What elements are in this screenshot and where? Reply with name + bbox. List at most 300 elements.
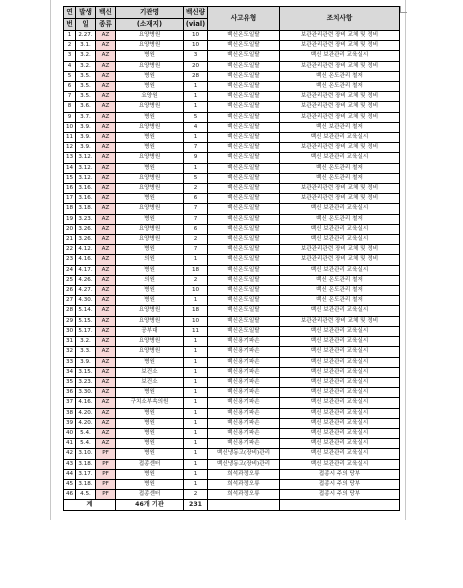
cell-action: 백신 보관관리 교육실시 [280, 51, 400, 61]
cell-no: 20 [64, 224, 76, 234]
cell-facility: 병원 [116, 357, 184, 367]
cell-action: 백신 온도관리 철저 [280, 286, 400, 296]
cell-amount: 1 [184, 337, 208, 347]
table-row [64, 398, 400, 408]
cell-no: 10 [64, 122, 76, 132]
cell-vaccine: AZ [96, 82, 116, 92]
cell-facility: 병원 [116, 82, 184, 92]
cell-facility: 병원 [116, 439, 184, 449]
table-row [64, 316, 400, 326]
cell-action: 백신 온도관리 철저 [280, 275, 400, 285]
cell-amount: 7 [184, 214, 208, 224]
cell-amount: 7 [184, 245, 208, 255]
cell-accident-type: 백신용기파손 [208, 408, 280, 418]
page-edge-right [405, 0, 406, 520]
cell-action: 보관관리관련 장비 교체 및 정비 [280, 184, 400, 194]
table-row [64, 275, 400, 285]
cell-no: 9 [64, 112, 76, 122]
cell-accident-type: 백신용기파손 [208, 367, 280, 377]
cell-vaccine: AZ [96, 286, 116, 296]
cell-accident-type: 희석과정오류 [208, 490, 280, 500]
cell-facility: 병원 [116, 265, 184, 275]
cell-action: 보관관리관련 장비 교체 및 정비 [280, 245, 400, 255]
cell-accident-type: 백신온도일탈 [208, 92, 280, 102]
cell-facility: 요양병원 [116, 235, 184, 245]
cell-no: 45 [64, 479, 76, 489]
cell-action: 백신 온도관리 철저 [280, 71, 400, 81]
cell-facility: 요양병원 [116, 184, 184, 194]
cell-no: 42 [64, 449, 76, 459]
cell-action: 백신 보관관리 교육실시 [280, 367, 400, 377]
header-vaccine-top: 백신 [99, 8, 112, 16]
cell-vaccine: AZ [96, 337, 116, 347]
header-facility [116, 7, 184, 19]
cell-no: 25 [64, 275, 76, 285]
total-empty-action [280, 500, 400, 511]
cell-action: 백신 보관관리 교육실시 [280, 388, 400, 398]
cell-accident-type: 백신온도일탈 [208, 143, 280, 153]
cell-vaccine: AZ [96, 133, 116, 143]
cell-vaccine: AZ [96, 173, 116, 183]
cell-date: 3.6. [76, 102, 96, 112]
cell-date: 4.20. [76, 418, 96, 428]
total-row [64, 500, 400, 511]
cell-no: 11 [64, 133, 76, 143]
cell-date: 3.18. [76, 479, 96, 489]
cell-vaccine: AZ [96, 398, 116, 408]
cell-facility: 요양병원 [116, 224, 184, 234]
cell-date: 4.30. [76, 296, 96, 306]
header-facility-top: 기관명 [139, 8, 160, 16]
table-row [64, 337, 400, 347]
cell-amount: 1 [184, 255, 208, 265]
cell-date: 4.16. [76, 398, 96, 408]
cell-accident-type: 백신냉동고(장비)관리 [208, 449, 280, 459]
cell-no: 31 [64, 337, 76, 347]
cell-date: 3.2. [76, 337, 96, 347]
table-row [64, 479, 400, 489]
cell-vaccine: AZ [96, 275, 116, 285]
cell-date: 3.9. [76, 133, 96, 143]
cell-accident-type: 백신온도일탈 [208, 51, 280, 61]
cell-facility: 요양병원 [116, 337, 184, 347]
cell-action: 보관관리관련 장비 교체 및 정비 [280, 194, 400, 204]
cell-no: 13 [64, 153, 76, 163]
cell-action: 백신 보관관리 교육실시 [280, 133, 400, 143]
cell-amount: 1 [184, 428, 208, 438]
cell-date: 4.26. [76, 275, 96, 285]
cell-action: 백신 온도관리 철저 [280, 173, 400, 183]
cell-action: 접종시 주의 당부 [280, 469, 400, 479]
cell-amount: 6 [184, 194, 208, 204]
cell-vaccine: PF [96, 479, 116, 489]
cell-vaccine: AZ [96, 153, 116, 163]
table-row [64, 143, 400, 153]
cell-no: 18 [64, 204, 76, 214]
cell-no: 41 [64, 439, 76, 449]
cell-date: 3.9. [76, 122, 96, 132]
cell-date: 3.30. [76, 388, 96, 398]
table-row [64, 133, 400, 143]
cell-accident-type: 백신냉동고(장비)관리 [208, 459, 280, 469]
cell-amount: 1 [184, 92, 208, 102]
cell-vaccine: AZ [96, 367, 116, 377]
cell-date: 3.23. [76, 377, 96, 387]
header-vaccine-sub [96, 19, 116, 31]
table-row [64, 173, 400, 183]
cell-no: 28 [64, 306, 76, 316]
cell-action: 백신 보관관리 교육실시 [280, 398, 400, 408]
cell-vaccine: AZ [96, 439, 116, 449]
cell-amount: 2 [184, 235, 208, 245]
cell-no: 1 [64, 31, 76, 41]
cell-facility: 요양병원 [116, 173, 184, 183]
cell-action: 백신 보관관리 교육실시 [280, 449, 400, 459]
total-amount: 231 [184, 500, 208, 511]
cell-date: 3.23. [76, 214, 96, 224]
cell-no: 19 [64, 214, 76, 224]
header-accident-type: 사고유형 [208, 7, 280, 31]
cell-date: 4.20. [76, 408, 96, 418]
table-row [64, 235, 400, 245]
cell-vaccine: AZ [96, 31, 116, 41]
cell-action: 백신 보관관리 철저 [280, 122, 400, 132]
cell-vaccine: AZ [96, 388, 116, 398]
cell-date: 3.10. [76, 449, 96, 459]
cell-accident-type: 백신온도일탈 [208, 153, 280, 163]
cell-accident-type: 백신온도일탈 [208, 214, 280, 224]
cell-no: 35 [64, 377, 76, 387]
cell-amount: 1 [184, 479, 208, 489]
cell-accident-type: 백신온도일탈 [208, 265, 280, 275]
cell-no: 3 [64, 51, 76, 61]
cell-facility: 구치소부속의원 [116, 398, 184, 408]
table-row [64, 31, 400, 41]
cell-no: 6 [64, 82, 76, 92]
table-row [64, 459, 400, 469]
cell-date: 3.5. [76, 82, 96, 92]
header-action: 조치사항 [280, 7, 400, 31]
table-row [64, 265, 400, 275]
cell-action: 접종시 주의 당부 [280, 479, 400, 489]
cell-facility: 요양병원 [116, 204, 184, 214]
cell-no: 26 [64, 286, 76, 296]
cell-amount: 20 [184, 61, 208, 71]
total-facilities: 46개 기관 [116, 500, 184, 511]
cell-amount: 7 [184, 143, 208, 153]
cell-facility: 병원 [116, 428, 184, 438]
cell-amount: 1 [184, 449, 208, 459]
cell-facility: 요양병원 [116, 122, 184, 132]
cell-vaccine: AZ [96, 408, 116, 418]
cell-action: 백신 보관관리 교육실시 [280, 439, 400, 449]
cell-amount: 7 [184, 204, 208, 214]
cell-date: 3.16. [76, 184, 96, 194]
cell-no: 16 [64, 184, 76, 194]
cell-date: 3.12. [76, 153, 96, 163]
cell-accident-type: 백신온도일탈 [208, 41, 280, 51]
cell-accident-type: 백신용기파손 [208, 428, 280, 438]
cell-amount: 2 [184, 275, 208, 285]
cell-facility: 보건소 [116, 377, 184, 387]
cell-no: 14 [64, 163, 76, 173]
cell-amount: 6 [184, 224, 208, 234]
cell-amount: 2 [184, 490, 208, 500]
cell-amount: 3 [184, 51, 208, 61]
header-amount-top: 백신량 [185, 8, 206, 16]
cell-accident-type: 백신온도일탈 [208, 255, 280, 265]
table-row [64, 428, 400, 438]
table-row [64, 367, 400, 377]
cell-amount: 1 [184, 377, 208, 387]
cell-action: 보관관리관련 장비 교체 및 정비 [280, 143, 400, 153]
table-row [64, 41, 400, 51]
cell-vaccine: AZ [96, 306, 116, 316]
cell-date: 4.17. [76, 265, 96, 275]
cell-facility: 병원 [116, 194, 184, 204]
cell-date: 3.26. [76, 224, 96, 234]
cell-date: 3.5. [76, 71, 96, 81]
cell-facility: 병원 [116, 112, 184, 122]
table-row [64, 449, 400, 459]
cell-date: 3.16. [76, 194, 96, 204]
cell-facility: 요양병원 [116, 61, 184, 71]
cell-amount: 1 [184, 388, 208, 398]
cell-date: 4.27. [76, 286, 96, 296]
cell-vaccine: PF [96, 490, 116, 500]
cell-date: 3.9. [76, 357, 96, 367]
cell-accident-type: 백신온도일탈 [208, 31, 280, 41]
cell-no: 37 [64, 398, 76, 408]
cell-amount: 5 [184, 112, 208, 122]
cell-amount: 10 [184, 41, 208, 51]
cell-action: 백신 보관관리 교육실시 [280, 408, 400, 418]
table-row [64, 153, 400, 163]
cell-no: 30 [64, 326, 76, 336]
cell-action: 백신 보관관리 교육실시 [280, 377, 400, 387]
table-row [64, 194, 400, 204]
cell-vaccine: AZ [96, 41, 116, 51]
cell-action: 보관관리관련 장비 교체 및 정비 [280, 255, 400, 265]
cell-vaccine: AZ [96, 316, 116, 326]
header-vaccine-bottom: 종류 [99, 20, 112, 28]
cell-no: 22 [64, 245, 76, 255]
cell-accident-type: 백신용기파손 [208, 418, 280, 428]
cell-facility: 병원 [116, 408, 184, 418]
table-row [64, 306, 400, 316]
table-row [64, 255, 400, 265]
header-date [76, 7, 96, 19]
cell-vaccine: AZ [96, 377, 116, 387]
cell-vaccine: AZ [96, 265, 116, 275]
table-row [64, 112, 400, 122]
cell-facility: 요양원 [116, 92, 184, 102]
cell-facility: 병원 [116, 296, 184, 306]
cell-date: 5.14. [76, 306, 96, 316]
table-row [64, 71, 400, 81]
table-row [64, 490, 400, 500]
cell-vaccine: AZ [96, 357, 116, 367]
cell-action: 접종시 주의 당부 [280, 490, 400, 500]
table-row [64, 357, 400, 367]
cell-action: 백신 온도관리 철저 [280, 163, 400, 173]
cell-facility: 보건소 [116, 367, 184, 377]
cell-date: 3.12. [76, 173, 96, 183]
cell-no: 8 [64, 102, 76, 112]
cell-facility: 병원 [116, 133, 184, 143]
cell-accident-type: 백신온도일탈 [208, 133, 280, 143]
table-row [64, 388, 400, 398]
cell-vaccine: AZ [96, 112, 116, 122]
cell-no: 34 [64, 367, 76, 377]
table-header [64, 7, 400, 31]
cell-accident-type: 백신용기파손 [208, 398, 280, 408]
cell-vaccine: AZ [96, 71, 116, 81]
cell-accident-type: 백신용기파손 [208, 439, 280, 449]
cell-amount: 1 [184, 347, 208, 357]
table-row [64, 214, 400, 224]
cell-vaccine: AZ [96, 296, 116, 306]
cell-date: 4.12. [76, 245, 96, 255]
cell-facility: 공부대 [116, 326, 184, 336]
cell-accident-type: 백신온도일탈 [208, 163, 280, 173]
cell-action: 보관관리관련 장비 교체 및 정비 [280, 61, 400, 71]
cell-amount: 9 [184, 153, 208, 163]
cell-accident-type: 백신온도일탈 [208, 275, 280, 285]
cell-facility: 요양병원 [116, 31, 184, 41]
cell-date: 3.18. [76, 459, 96, 469]
cell-action: 백신 보관관리 교육실시 [280, 265, 400, 275]
header-date-bottom: 일 [82, 20, 89, 28]
cell-accident-type: 백신용기파손 [208, 347, 280, 357]
cell-date: 3.2. [76, 61, 96, 71]
cell-action: 백신 보관관리 교육실시 [280, 326, 400, 336]
cell-facility: 병원 [116, 286, 184, 296]
table-row [64, 204, 400, 214]
cell-amount: 28 [184, 71, 208, 81]
cell-no: 23 [64, 255, 76, 265]
cell-vaccine: AZ [96, 51, 116, 61]
cell-vaccine: AZ [96, 428, 116, 438]
cell-vaccine: PF [96, 449, 116, 459]
cell-no: 12 [64, 143, 76, 153]
table-row [64, 377, 400, 387]
table-row [64, 61, 400, 71]
cell-facility: 요양병원 [116, 316, 184, 326]
cell-date: 3.7. [76, 112, 96, 122]
cell-accident-type: 백신온도일탈 [208, 245, 280, 255]
cell-action: 백신 보관관리 교육실시 [280, 337, 400, 347]
cell-action: 백신 보관관리 교육실시 [280, 418, 400, 428]
cell-action: 백신 보관관리 교육실시 [280, 224, 400, 234]
cell-no: 40 [64, 428, 76, 438]
cell-date: 5.4. [76, 439, 96, 449]
cell-action: 백신 보관관리 교육실시 [280, 428, 400, 438]
cell-no: 32 [64, 347, 76, 357]
cell-no: 39 [64, 418, 76, 428]
cell-no: 46 [64, 490, 76, 500]
table-row [64, 469, 400, 479]
cell-facility: 접종센터 [116, 490, 184, 500]
cell-accident-type: 백신용기파손 [208, 377, 280, 387]
cell-amount: 1 [184, 357, 208, 367]
cell-vaccine: AZ [96, 255, 116, 265]
table-row [64, 326, 400, 336]
cell-no: 7 [64, 92, 76, 102]
cell-vaccine: AZ [96, 122, 116, 132]
table-body [64, 31, 400, 500]
cell-facility: 병원 [116, 449, 184, 459]
cell-action: 백신 보관관리 교육실시 [280, 347, 400, 357]
cell-date: 2.27. [76, 31, 96, 41]
cell-accident-type: 백신온도일탈 [208, 296, 280, 306]
cell-date: 4.5. [76, 490, 96, 500]
cell-no: 17 [64, 194, 76, 204]
cell-accident-type: 백신온도일탈 [208, 306, 280, 316]
cell-amount: 1 [184, 296, 208, 306]
table-row [64, 245, 400, 255]
cell-action: 보관관리관련 장비 교체 및 정비 [280, 92, 400, 102]
cell-facility: 의원 [116, 255, 184, 265]
cell-date: 3.12. [76, 163, 96, 173]
header-vaccine [96, 7, 116, 19]
cell-accident-type: 희석과정오류 [208, 479, 280, 489]
cell-amount: 1 [184, 133, 208, 143]
cell-date: 3.15. [76, 367, 96, 377]
cell-action: 백신 보관관리 교육실시 [280, 235, 400, 245]
cell-amount: 1 [184, 408, 208, 418]
cell-amount: 18 [184, 306, 208, 316]
cell-no: 15 [64, 173, 76, 183]
cell-action: 보관관리관련 장비 교체 및 정비 [280, 102, 400, 112]
cell-date: 3.3. [76, 347, 96, 357]
table-row [64, 439, 400, 449]
table-row [64, 418, 400, 428]
cell-accident-type: 백신온도일탈 [208, 224, 280, 234]
cell-vaccine: AZ [96, 194, 116, 204]
cell-vaccine: AZ [96, 245, 116, 255]
page-corner-mark [400, 6, 407, 13]
cell-facility: 병원 [116, 469, 184, 479]
cell-facility: 병원 [116, 479, 184, 489]
cell-facility: 병원 [116, 388, 184, 398]
cell-amount: 2 [184, 184, 208, 194]
cell-vaccine: AZ [96, 102, 116, 112]
header-no-sub [64, 19, 76, 31]
cell-action: 보관관리관련 장비 교체 및 정비 [280, 31, 400, 41]
header-amount [184, 7, 208, 19]
cell-no: 38 [64, 408, 76, 418]
cell-facility: 요양병원 [116, 41, 184, 51]
cell-date: 5.17. [76, 326, 96, 336]
cell-vaccine: AZ [96, 61, 116, 71]
cell-accident-type: 백신용기파손 [208, 357, 280, 367]
cell-no: 24 [64, 265, 76, 275]
cell-facility: 접종센터 [116, 459, 184, 469]
cell-accident-type: 백신용기파손 [208, 337, 280, 347]
cell-amount: 1 [184, 459, 208, 469]
cell-amount: 1 [184, 439, 208, 449]
cell-facility: 병원 [116, 163, 184, 173]
cell-vaccine: AZ [96, 163, 116, 173]
table-row [64, 163, 400, 173]
cell-action: 백신 보관관리 교육실시 [280, 459, 400, 469]
table-row [64, 408, 400, 418]
table-row [64, 286, 400, 296]
cell-accident-type: 백신온도일탈 [208, 184, 280, 194]
table-row [64, 296, 400, 306]
page-edge-left [50, 0, 51, 520]
